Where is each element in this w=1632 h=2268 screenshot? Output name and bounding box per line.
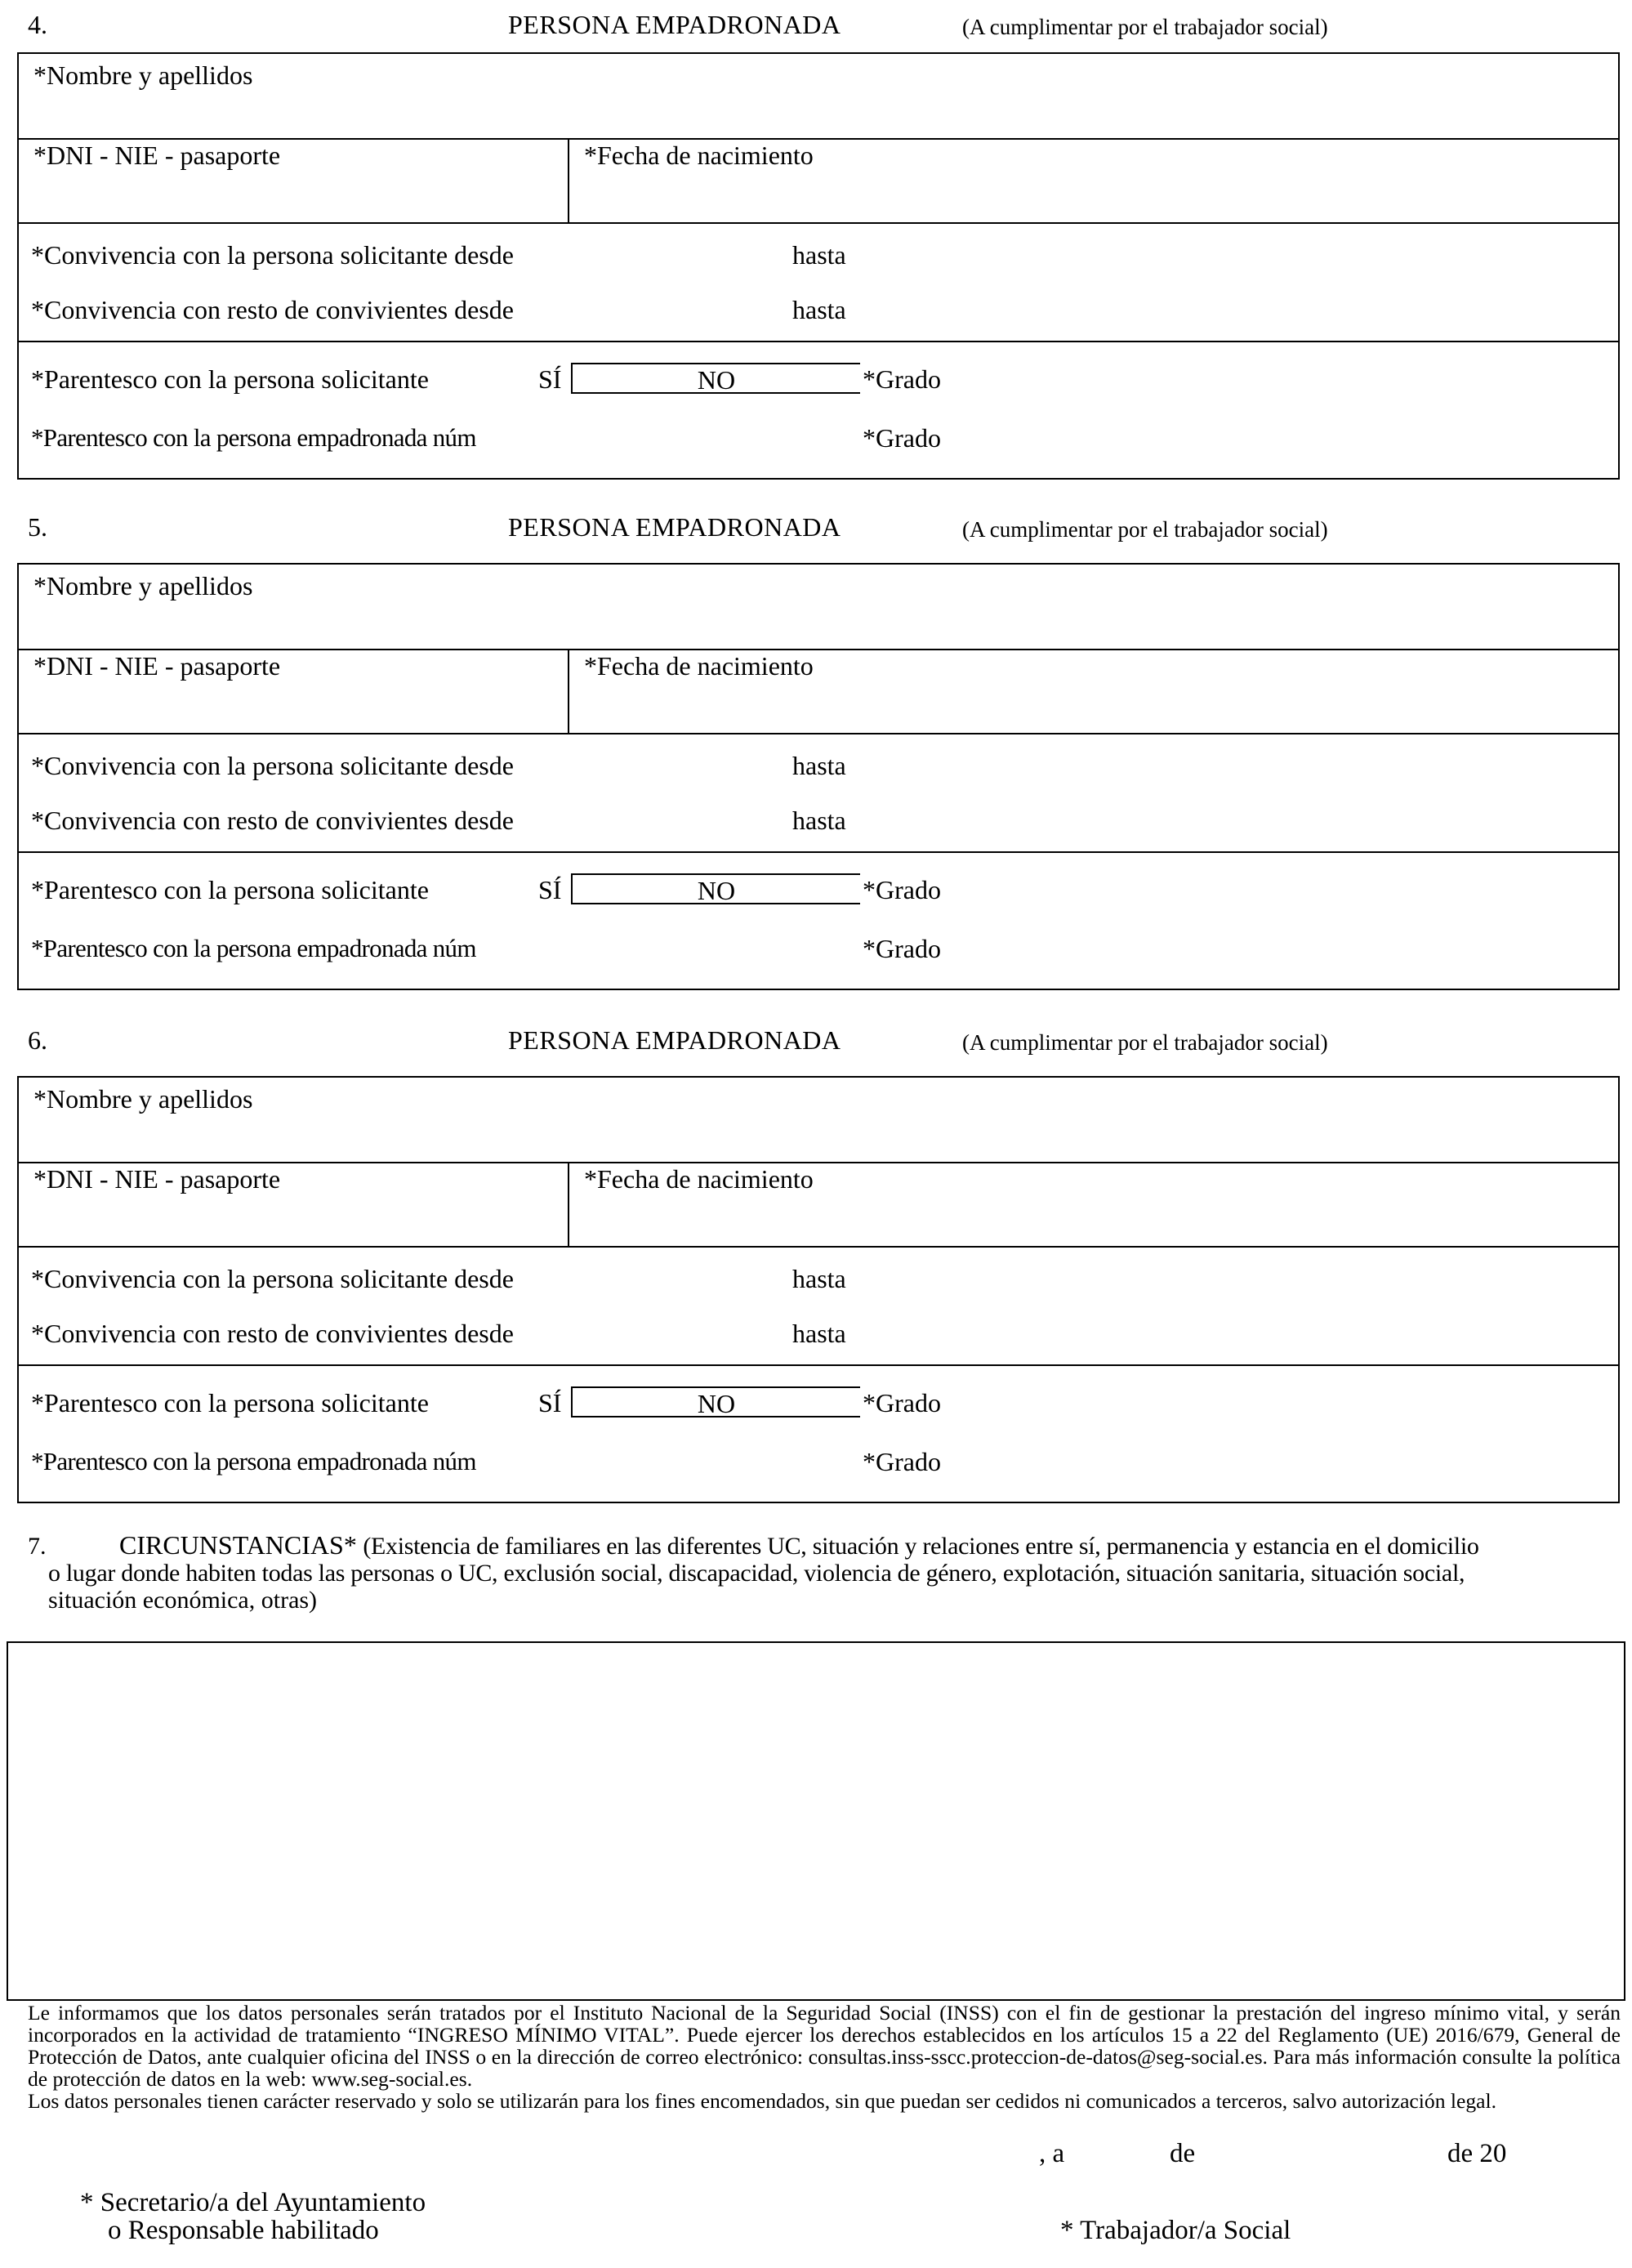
circunstancias-heading: CIRCUNSTANCIAS*: [119, 1530, 357, 1560]
no-option[interactable]: NO: [571, 873, 860, 904]
convivencia-resto-field[interactable]: *Convivencia con resto de convivientes desde: [31, 1319, 514, 1348]
hasta-label: hasta: [792, 1264, 846, 1293]
divider: [19, 341, 1618, 342]
fecha-nacimiento-field[interactable]: *Fecha de nacimiento: [584, 141, 814, 170]
section-number: 7.: [28, 1533, 47, 1560]
privacy-paragraph: Le informamos que los datos personales serán tratados por el Instituto Nacional de la Seguridad Social (INSS) con el fin de gestionar la prestación del ingreso mínimo vital, y serán incorporados en la actividad de tratamiento “INGRESO MÍNIMO VITAL”. Puede ejercer los derechos establecidos en los artículos 15 a 22 del Reglamento (UE) 2016/679, General de Protección de Datos, ante cualquier oficina del INSS o en la dirección de correo electrónico: consultas.inss-sscc.proteccion-de-datos@seg-social.es. Para más información consulte la política de protección de datos en la web: www.seg-social.es.: [28, 2001, 1621, 2091]
parentesco-empadronada-field[interactable]: *Parentesco con la persona empadronada núm: [31, 1447, 476, 1476]
section-4-header: [0, 10, 1632, 42]
date-year-field[interactable]: de 20: [1447, 2139, 1507, 2168]
grado-field[interactable]: *Grado: [863, 364, 941, 394]
grado-field[interactable]: *Grado: [863, 423, 941, 453]
circunstancias-header: [28, 1532, 1621, 1614]
grado-field[interactable]: *Grado: [863, 1447, 941, 1476]
si-option[interactable]: SÍ: [538, 364, 562, 394]
parentesco-solicitante-field: *Parentesco con la persona solicitante: [31, 364, 429, 394]
section-6-form: [17, 1076, 1620, 1503]
divider: [19, 222, 1618, 224]
parentesco-empadronada-field[interactable]: *Parentesco con la persona empadronada núm: [31, 934, 476, 962]
divider: [19, 733, 1618, 734]
no-option[interactable]: NO: [571, 1386, 860, 1418]
hasta-label: hasta: [792, 806, 846, 835]
section-note: (A cumplimentar por el trabajador social): [962, 15, 1328, 39]
dni-field[interactable]: *DNI - NIE - pasaporte: [33, 651, 281, 681]
hasta-label: hasta: [792, 295, 846, 324]
fecha-nacimiento-field[interactable]: *Fecha de nacimiento: [584, 651, 814, 681]
hasta-label: hasta: [792, 1319, 846, 1348]
circunstancias-textarea[interactable]: [7, 1641, 1625, 2001]
si-option[interactable]: SÍ: [538, 875, 562, 904]
divider: [19, 851, 1618, 853]
fecha-nacimiento-field[interactable]: *Fecha de nacimiento: [584, 1164, 814, 1194]
si-option[interactable]: SÍ: [538, 1388, 562, 1418]
section-number: 5.: [28, 512, 47, 542]
divider: [19, 1162, 1618, 1163]
nombre-field[interactable]: *Nombre y apellidos: [33, 60, 253, 90]
section-number: 6.: [28, 1025, 47, 1055]
secretario-signature-label: * Secretario/a del Ayuntamiento: [80, 2188, 426, 2217]
section-6-header: [0, 1025, 1632, 1058]
grado-field[interactable]: *Grado: [863, 934, 941, 963]
circunstancias-description: situación económica, otras): [48, 1587, 318, 1614]
privacy-notice: [28, 2002, 1621, 2112]
divider: [19, 1246, 1618, 1248]
dni-field[interactable]: *DNI - NIE - pasaporte: [33, 141, 281, 170]
secretario-signature-label: o Responsable habilitado: [108, 2216, 379, 2245]
convivencia-solicitante-field[interactable]: *Convivencia con la persona solicitante desde: [31, 1264, 514, 1293]
parentesco-solicitante-field: *Parentesco con la persona solicitante: [31, 875, 429, 904]
circunstancias-description: o lugar donde habiten todas las personas o UC, exclusión social, discapacidad, violencia de género, explotación, situación sanitaria, situación social,: [48, 1560, 1465, 1587]
section-note: (A cumplimentar por el trabajador social): [962, 1030, 1328, 1055]
section-title: PERSONA EMPADRONADA: [508, 10, 841, 39]
convivencia-solicitante-field[interactable]: *Convivencia con la persona solicitante desde: [31, 751, 514, 780]
trabajador-signature-label: * Trabajador/a Social: [1060, 2216, 1291, 2245]
nombre-field[interactable]: *Nombre y apellidos: [33, 1084, 253, 1114]
nombre-field[interactable]: *Nombre y apellidos: [33, 571, 253, 600]
section-5-header: [0, 512, 1632, 545]
divider: [19, 138, 1618, 140]
circunstancias-description: (Existencia de familiares en las diferentes UC, situación y relaciones entre sí, permanencia y estancia en el domicilio: [363, 1533, 1479, 1560]
section-5-form: [17, 563, 1620, 990]
dni-field[interactable]: *DNI - NIE - pasaporte: [33, 1164, 281, 1194]
date-place-field[interactable]: , a: [1039, 2139, 1065, 2168]
section-title: PERSONA EMPADRONADA: [508, 1025, 841, 1055]
no-option[interactable]: NO: [571, 363, 860, 394]
section-title: PERSONA EMPADRONADA: [508, 512, 841, 542]
divider: [19, 1364, 1618, 1366]
parentesco-solicitante-field: *Parentesco con la persona solicitante: [31, 1388, 429, 1418]
divider: [19, 649, 1618, 650]
section-number: 4.: [28, 10, 47, 39]
convivencia-resto-field[interactable]: *Convivencia con resto de convivientes desde: [31, 806, 514, 835]
parentesco-empadronada-field[interactable]: *Parentesco con la persona empadronada núm: [31, 423, 476, 452]
grado-field[interactable]: *Grado: [863, 875, 941, 904]
date-month-field[interactable]: de: [1170, 2139, 1196, 2168]
divider: [568, 1162, 569, 1246]
divider: [568, 138, 569, 222]
section-4-form: [17, 52, 1620, 480]
section-note: (A cumplimentar por el trabajador social): [962, 517, 1328, 542]
hasta-label: hasta: [792, 240, 846, 270]
convivencia-solicitante-field[interactable]: *Convivencia con la persona solicitante desde: [31, 240, 514, 270]
convivencia-resto-field[interactable]: *Convivencia con resto de convivientes desde: [31, 295, 514, 324]
hasta-label: hasta: [792, 751, 846, 780]
divider: [568, 649, 569, 733]
privacy-paragraph: Los datos personales tienen carácter reservado y solo se utilizarán para los fines encomendados, sin que puedan ser cedidos ni comunicados a terceros, salvo autorización legal.: [28, 2089, 1497, 2113]
grado-field[interactable]: *Grado: [863, 1388, 941, 1418]
